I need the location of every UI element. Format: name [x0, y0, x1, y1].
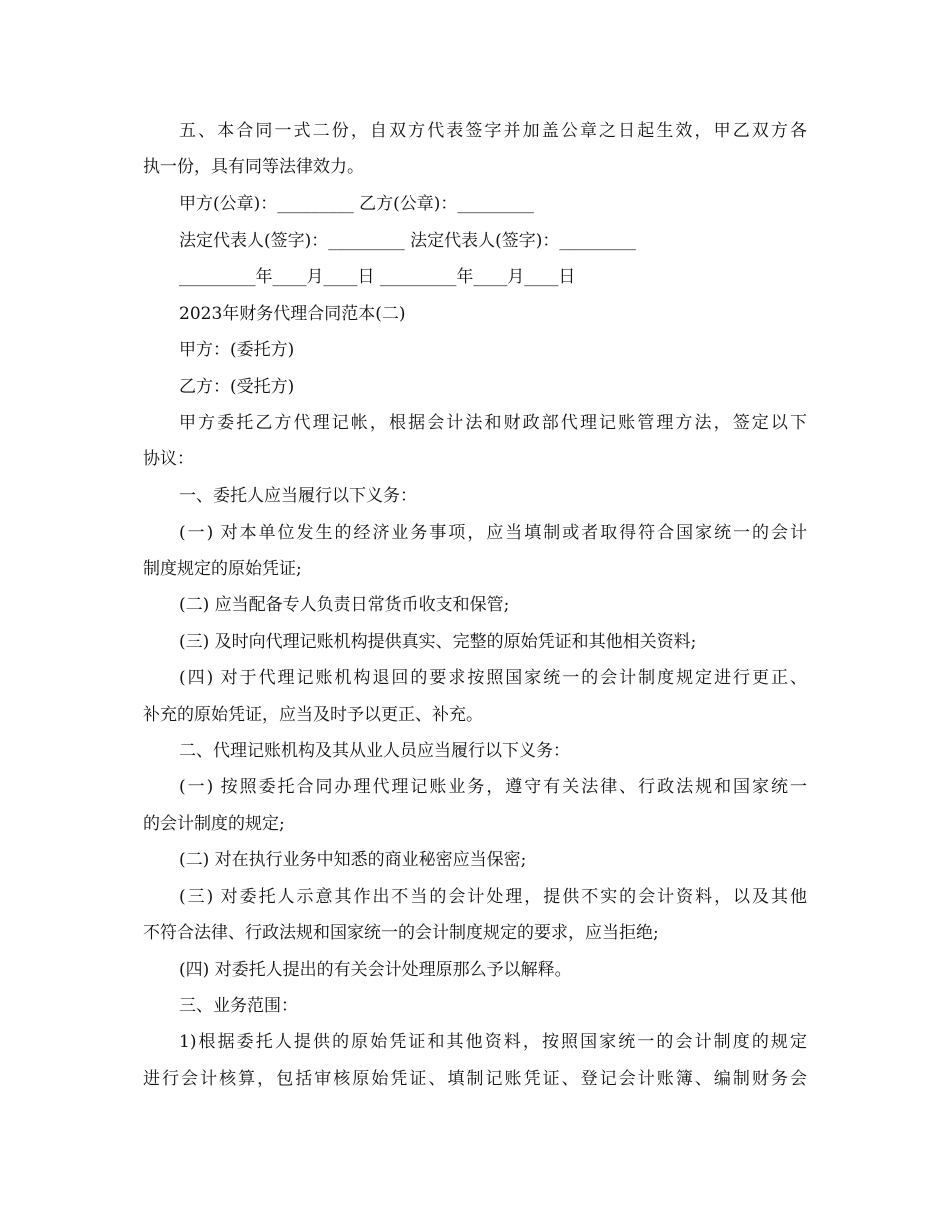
- intro-line-2: 协议：: [143, 449, 194, 469]
- heading-client-duties: 一、委托人应当履行以下义务：: [179, 486, 417, 506]
- agency-duty-3-line-2: 不符合法律、行政法规和国家统一的会计制度规定的要求，应当拒绝;: [143, 923, 659, 943]
- agency-duty-2: (二) 对在执行业务中知悉的商业秘密应当保密;: [179, 850, 527, 870]
- agency-duty-3-line-1: (三) 对委托人示意其作出不当的会计处理，提供不实的会计资料，以及其他: [179, 887, 807, 907]
- client-duty-2: (二) 应当配备专人负责日常货币收支和保管;: [179, 595, 510, 615]
- section-title: 2023年财务代理合同范本(二): [179, 304, 406, 324]
- clause-5-line-2: 执一份，具有同等法律效力。: [143, 157, 364, 177]
- clause-5-line-1: 五、本合同一式二份，自双方代表签字并加盖公章之日起生效，甲乙双方各: [179, 121, 807, 141]
- agency-duty-1-line-2: 的会计制度的规定;: [143, 814, 285, 834]
- party-a-line: 甲方：(委托方): [179, 340, 295, 360]
- scope-item-1-line-1: 1)根据委托人提供的原始凭证和其他资料，按照国家统一的会计制度的规定: [179, 1032, 807, 1052]
- client-duty-1-line-2: 制度规定的原始凭证;: [143, 559, 302, 579]
- client-duty-4-line-1: (四) 对于代理记账机构退回的要求按照国家统一的会计制度规定进行更正、: [179, 668, 807, 688]
- party-seal-line: 甲方(公章)：_________ 乙方(公章)：_________: [179, 194, 534, 214]
- client-duty-4-line-2: 补充的原始凭证，应当及时予以更正、补充。: [143, 705, 483, 725]
- client-duty-3: (三) 及时向代理记账机构提供真实、完整的原始凭证和其他相关资料;: [179, 632, 697, 652]
- representative-signature-line: 法定代表人(签字)：_________ 法定代表人(签字)：_________: [179, 231, 636, 251]
- scope-item-1-line-2: 进行会计核算，包括审核原始凭证、填制记账凭证、登记会计账簿、编制财务会: [143, 1069, 807, 1089]
- party-b-line: 乙方：(受托方): [179, 377, 295, 397]
- intro-line-1: 甲方委托乙方代理记帐，根据会计法和财政部代理记账管理方法，签定以下: [179, 413, 807, 433]
- date-line: _________年____月____日 _________年____月____日: [179, 267, 576, 287]
- agency-duty-4: (四) 对委托人提出的有关会计处理原那么予以解释。: [179, 960, 572, 980]
- agency-duty-1-line-1: (一) 按照委托合同办理代理记账业务，遵守有关法律、行政法规和国家统一: [179, 777, 807, 797]
- client-duty-1-line-1: (一) 对本单位发生的经济业务事项，应当填制或者取得符合国家统一的会计: [179, 523, 807, 543]
- heading-business-scope: 三、业务范围：: [179, 996, 298, 1016]
- heading-agency-duties: 二、代理记账机构及其从业人员应当履行以下义务：: [179, 741, 570, 761]
